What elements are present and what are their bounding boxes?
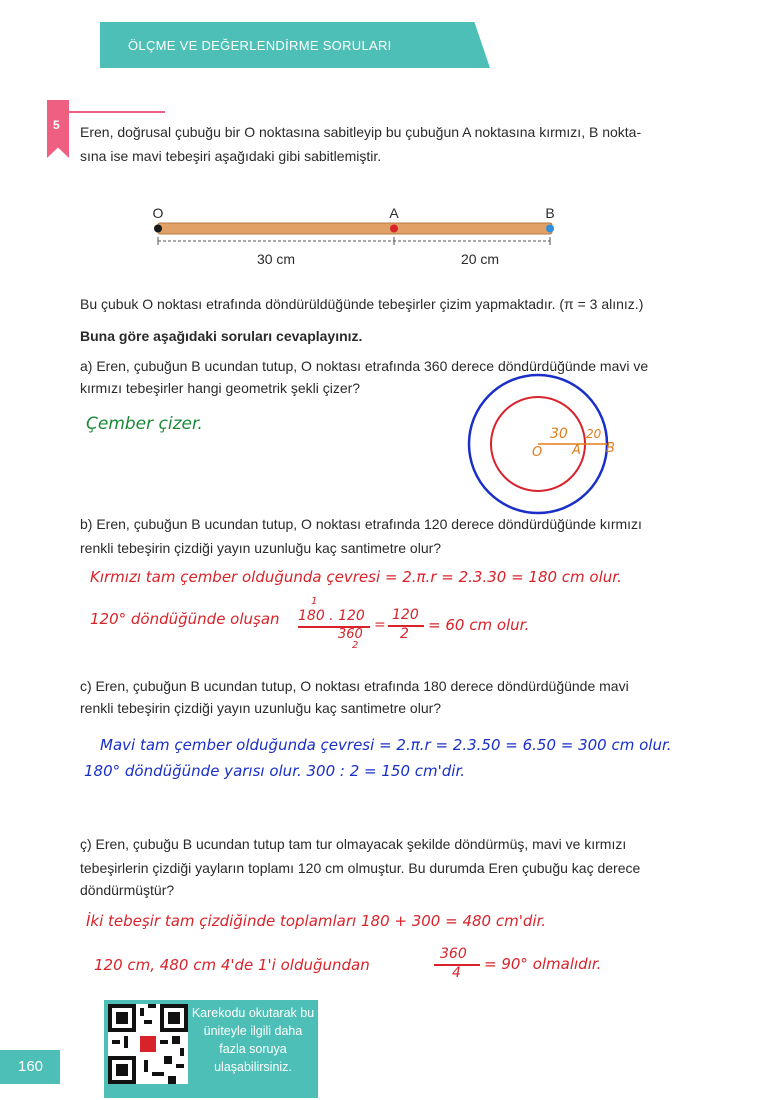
qr-code-pattern — [108, 1004, 188, 1084]
label-b: B — [545, 205, 555, 221]
part-b-frac1-den: 360 — [338, 627, 363, 642]
intro-line-1: Eren, doğrusal çubuğu bir O noktasına sabitleyip bu çubuğun A noktasına kırmızı, B nokta- — [80, 124, 642, 140]
part-a-line-2: kırmızı tebeşirler hangi geometrik şekli çizer? — [80, 380, 361, 396]
segment-os-label: 30 cm — [256, 251, 296, 267]
circle-label-b: B — [606, 441, 615, 456]
rod-figure — [140, 198, 580, 278]
label-o: O — [152, 205, 164, 221]
part-b-answer-line-2-end: = 60 cm olur. — [428, 616, 530, 634]
segment-ab-label: 20 cm — [460, 251, 500, 267]
part-d-frac-den: 4 — [452, 965, 461, 981]
point-a — [390, 225, 398, 233]
circles-drawing — [462, 356, 642, 516]
circle-label-a: A — [572, 443, 581, 458]
part-d-frac-num: 360 — [440, 946, 467, 962]
part-d-answer-line-2-end: = 90° olmalıdır. — [484, 955, 602, 973]
part-c-line-2: renkli tebeşirin çizdiği yayın uzunluğu kaç santimetre olur? — [80, 700, 442, 716]
page-number: 160 — [18, 1058, 44, 1075]
part-b-frac1-den-small: 2 — [352, 640, 359, 651]
qr-caption: Karekodu okutarak bu üniteyle ilgili daha fazla soruya ulaşabilirsiniz. — [191, 1006, 315, 1074]
part-d-line-1: ç) Eren, çubuğu B ucundan tutup tam tur olmayacak şekilde döndürmüş, mavi ve kırmızı — [80, 836, 627, 852]
question-rule — [69, 111, 165, 113]
part-d-line-3: döndürmüştür? — [80, 882, 175, 898]
part-b-frac1-small: 1 — [311, 596, 318, 607]
circle-label-o: O — [532, 445, 543, 460]
point-b — [546, 225, 554, 233]
point-o — [154, 225, 162, 233]
part-d-answer-line-2-start: 120 cm, 480 cm 4'de 1'i olduğundan — [94, 956, 370, 974]
part-b-line-2: renkli tebeşirin çizdiği yayın uzunluğu kaç santimetre olur? — [80, 540, 442, 556]
part-b-answer-line-2-start: 120° döndüğünde oluşan — [90, 610, 280, 628]
instruction: Buna göre aşağıdaki soruları cevaplayınız. — [80, 328, 363, 344]
statement: Bu çubuk O noktası etrafında döndürüldüğünde tebeşirler çizim yapmaktadır. (π = 3 alınız.) — [80, 296, 644, 312]
part-b-line-1: b) Eren, çubuğun B ucundan tutup, O noktası etrafında 120 derece döndürdüğünde kırmızı — [80, 516, 642, 532]
part-b-frac2-den: 2 — [400, 626, 409, 642]
circle-label-30: 30 — [550, 426, 568, 442]
intro-line-2: sına ise mavi tebeşiri aşağıdaki gibi sabitlemiştir. — [80, 148, 382, 164]
question-number: 5 — [53, 118, 60, 132]
part-d-line-2: tebeşirlerin çizdiği yayların toplamı 120 cm olmuştur. Bu durumda Eren çubuğu kaç derece — [80, 860, 641, 876]
part-a-line-1: a) Eren, çubuğun B ucundan tutup, O noktası etrafında 360 derece döndürdüğünde mavi ve — [80, 358, 649, 374]
qr-code[interactable] — [108, 1004, 188, 1084]
part-c-line-1: c) Eren, çubuğun B ucundan tutup, O noktası etrafında 180 derece döndürdüğünde mavi — [80, 678, 629, 694]
section-title: ÖLÇME VE DEĞERLENDİRME SORULARI — [128, 38, 392, 53]
rod — [158, 223, 552, 234]
part-c-answer-line-1: Mavi tam çember olduğunda çevresi = 2.π.r = 2.3.50 = 6.50 = 300 cm olur. — [100, 736, 672, 754]
part-b-frac2-num: 120 — [392, 607, 419, 623]
part-a-answer: Çember çizer. — [86, 414, 203, 434]
part-b-frac1-num: 180 . 120 — [298, 608, 365, 624]
part-c-answer-line-2: 180° döndüğünde yarısı olur. 300 : 2 = 150 cm'dir. — [84, 762, 466, 780]
part-b-answer-line-1: Kırmızı tam çember olduğunda çevresi = 2.π.r = 2.3.30 = 180 cm olur. — [90, 568, 622, 586]
part-d-answer-line-1: İki tebeşir tam çizdiğinde toplamları 180 + 300 = 480 cm'dir. — [86, 912, 547, 930]
circle-label-20: 20 — [586, 427, 602, 441]
part-b-equals: = — [374, 617, 386, 633]
label-a: A — [389, 205, 399, 221]
